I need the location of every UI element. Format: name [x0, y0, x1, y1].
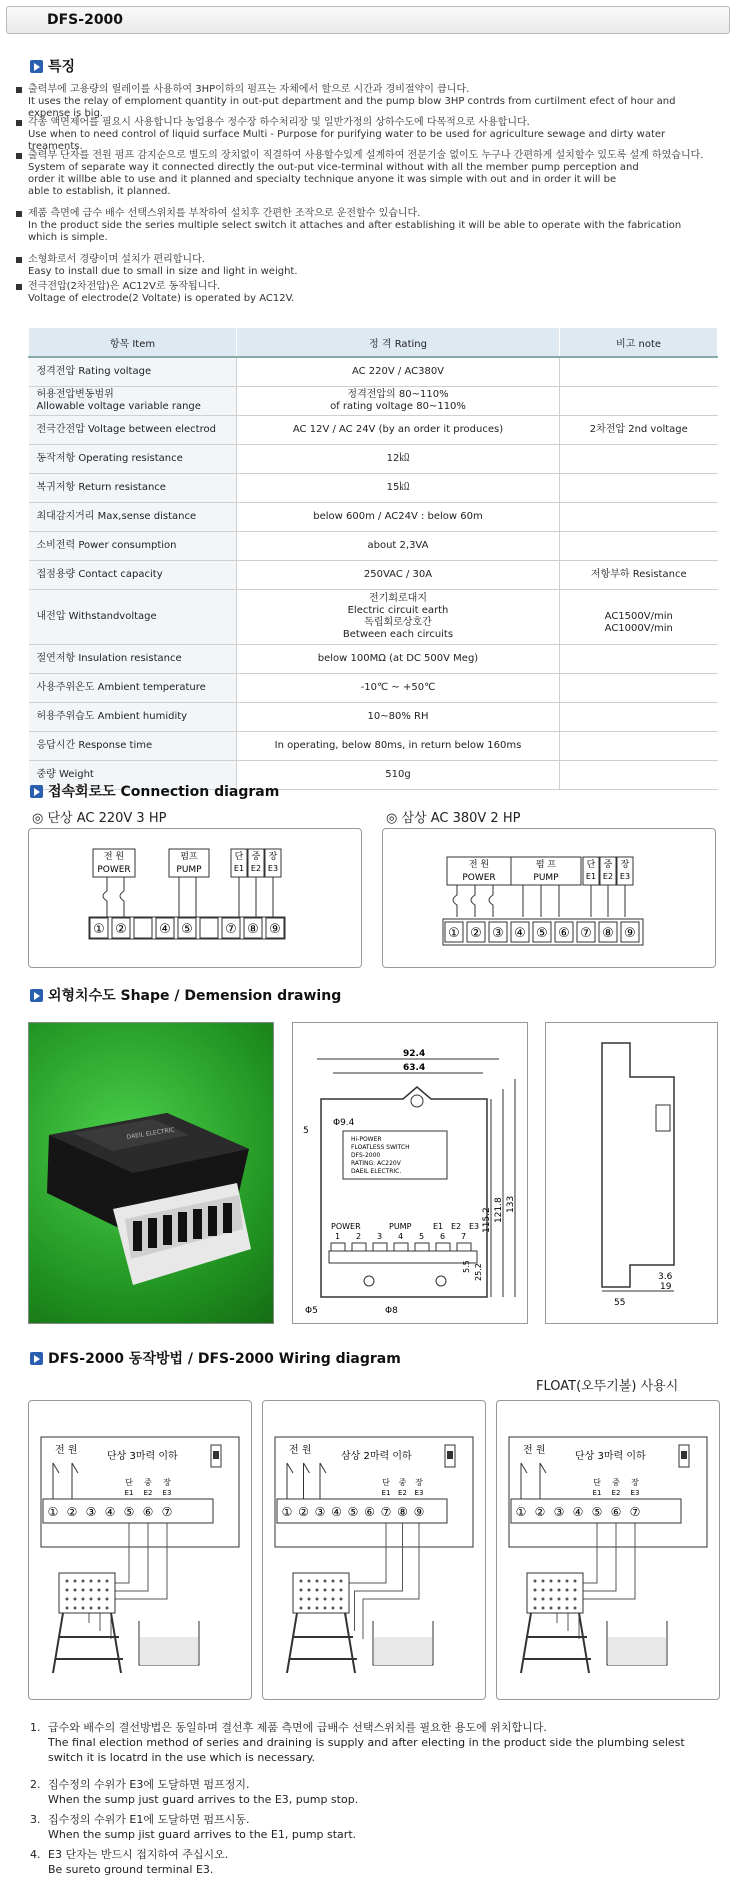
table-row [29, 474, 718, 503]
feature-line: Easy to install due to small in size and light in weight. [28, 266, 298, 277]
terminal-number: ② [298, 1505, 309, 1519]
dim-label: 19 [660, 1282, 672, 1292]
bullet-icon [30, 989, 43, 1002]
table-cell: 복귀저항 Return resistance [29, 474, 237, 503]
feature-item [28, 84, 718, 120]
terminal-number: ⑦ [629, 1505, 641, 1519]
table-row [29, 674, 718, 703]
note-en: When the sump just guard arrives to the E3, pump stop. [48, 1793, 359, 1806]
connection-diagram-three [382, 828, 716, 968]
label-line: FLOATLESS SWITCH [351, 1144, 410, 1151]
note-number: 1. [30, 1721, 41, 1734]
terminal-number: ⑦ [161, 1505, 173, 1519]
note-item [30, 1812, 730, 1842]
dim-label: Φ5 [305, 1306, 318, 1316]
square-bullet-icon [16, 120, 22, 126]
note-en: Be sureto ground terminal E3. [48, 1863, 214, 1876]
table-cell: 최대감지거리 Max,sense distance [29, 503, 237, 532]
terminal-number: ⑤ [181, 922, 193, 937]
feature-item [28, 150, 718, 198]
terminal-number: ⑧ [397, 1505, 408, 1519]
power-label: 전 원 [55, 1445, 78, 1456]
table-cell: 중량 Weight [29, 761, 237, 790]
table-cell [560, 703, 718, 732]
dim-terminal-label: E3 [469, 1222, 480, 1231]
terminal-number: ⑧ [602, 926, 614, 941]
table-cell: 사용주위온도 Ambient temperature [29, 674, 237, 703]
electrode-label: 단 [382, 1478, 390, 1487]
features-heading: 특징 [30, 56, 75, 76]
table-cell [560, 674, 718, 703]
dim-terminal-label: POWER [331, 1222, 361, 1231]
panel-title: 단상 3마력 이하 [575, 1451, 646, 1462]
terminal-number: 3 [377, 1232, 383, 1241]
shape-heading: 외형치수도 Shape / Demension drawing [30, 985, 341, 1005]
electrode-label: 중 [603, 860, 613, 870]
note-ko: 집수정의 수위가 E3에 도달하면 펌프정지. [48, 1778, 250, 1791]
dim-label: 133 [506, 1195, 516, 1213]
bullet-icon [30, 1352, 43, 1365]
terminal-number: ③ [85, 1505, 97, 1519]
terminal-screw [193, 1209, 202, 1239]
note-item [30, 1847, 730, 1877]
table-row [29, 590, 718, 645]
label-line: Hi-POWER [351, 1136, 382, 1143]
electrode-label: 중 [251, 852, 261, 862]
table-cell [560, 503, 718, 532]
feature-line: 각종 액면제어를 필요시 사용합니다 농업용수 정수장 하수처리장 및 일반가정의 상하수도에 다목적으로 사용합니다. [28, 117, 530, 128]
electrode-label: E2 [602, 872, 614, 881]
label-line: RATING: AC220V [351, 1160, 401, 1167]
note-number: 3. [30, 1813, 41, 1826]
square-bullet-icon [16, 257, 22, 263]
terminal-number: 7 [461, 1232, 467, 1241]
electrode-label: 단 [125, 1478, 133, 1487]
connection-heading: 접속회로도 Connection diagram [30, 781, 279, 801]
note-ko: 집수정의 수위가 E1에 도달하면 펌프시동. [48, 1813, 250, 1826]
power-label: 전 원 [103, 852, 125, 862]
note-number: 4. [30, 1848, 41, 1861]
terminal-number: ⑨ [413, 1505, 425, 1519]
dim-label: 92.4 [403, 1049, 426, 1059]
table-row [29, 416, 718, 445]
spec-table [28, 327, 718, 790]
terminal-screw [208, 1206, 217, 1236]
dim-label: 55 [614, 1298, 626, 1308]
terminal-screw [178, 1212, 187, 1242]
feature-item [28, 208, 718, 244]
table-row [29, 357, 718, 387]
dim-label: 115.2 [482, 1207, 492, 1233]
label-line: DAEIL ELECTRIC. [351, 1168, 402, 1175]
terminal-number: 1 [335, 1232, 341, 1241]
table-cell: In operating, below 80ms, in return below 160ms [237, 732, 560, 761]
dim-label: 63.4 [403, 1063, 426, 1073]
dimension-front-drawing [292, 1022, 528, 1324]
terminal-screw [223, 1203, 232, 1233]
electrode-label: 장 [163, 1478, 171, 1487]
electrode-label: E1 [592, 1489, 602, 1497]
table-cell: 절연저항 Insulation resistance [29, 645, 237, 674]
feature-line: 제품 측면에 급수 배수 선택스위치를 부착하여 설치후 간편한 조작으로 운전할수 있습니다. [28, 208, 421, 219]
dim-terminal-label: PUMP [389, 1222, 412, 1231]
table-cell: 2차전압 2nd voltage [560, 416, 718, 445]
terminal-number: ③ [553, 1505, 565, 1519]
terminal-number: ④ [514, 926, 526, 941]
note-number: 2. [30, 1778, 41, 1791]
feature-item [28, 117, 718, 153]
dimension-side-drawing [545, 1022, 718, 1324]
note-ko: 급수와 배수의 결선방법은 동일하며 결선후 제품 측면에 급배수 선택스위치를 필요한 용도에 위치합니다. [48, 1721, 547, 1734]
table-cell: 허용주위습도 Ambient humidity [29, 703, 237, 732]
feature-line: Voltage of electrode(2 Voltate) is operated by AC12V. [28, 293, 295, 304]
terminal-number: ⑤ [536, 926, 548, 941]
terminal-screw [133, 1221, 142, 1251]
feature-line: order it willbe able to use and it planned and specialty technique anyone it was simple with out and in order it will be [28, 174, 617, 185]
terminal-number: ⑨ [624, 926, 636, 941]
electrode-label: E1 [585, 872, 597, 881]
table-row [29, 703, 718, 732]
square-bullet-icon [16, 284, 22, 290]
electrode-label: 단 [593, 1478, 601, 1487]
electrode-label: E2 [398, 1489, 407, 1497]
table-cell: AC 220V / AC380V [237, 357, 560, 387]
table-cell: 응답시간 Response time [29, 732, 237, 761]
electrode-label: 중 [398, 1478, 407, 1487]
dim-label: Φ8 [385, 1306, 398, 1316]
wiring-panel [262, 1400, 486, 1700]
wiring-panel [496, 1400, 720, 1700]
square-bullet-icon [16, 153, 22, 159]
note-en: When the sump jist guard arrives to the E1, pump start. [48, 1828, 357, 1841]
terminal-number: ④ [159, 922, 171, 937]
table-cell: AC 12V / AC 24V (by an order it produces) [237, 416, 560, 445]
square-bullet-icon [16, 87, 22, 93]
bullet-icon [30, 785, 43, 798]
table-cell: 전극간전압 Voltage between electrod [29, 416, 237, 445]
table-cell [560, 387, 718, 416]
table-header: 정 격 Rating [237, 328, 560, 358]
dim-label: 5 [303, 1126, 309, 1136]
feature-line: 출력부 단자를 전원 펌프 감지순으로 별도의 장치없이 직결하여 사용할수있게 설계하여 전문기술 없이도 누구나 간편하게 설치할수 있도록 설계 하였습니다. [28, 150, 704, 161]
title-bar [6, 6, 730, 34]
table-cell [560, 532, 718, 561]
table-cell [560, 645, 718, 674]
dim-label: Φ9.4 [333, 1118, 355, 1128]
table-cell: 10~80% RH [237, 703, 560, 732]
feature-line: 출력부에 고용량의 릴레이를 사용하여 3HP이하의 펌프는 자체에서 할으로 시간과 경비절약이 큽니다. [28, 84, 470, 95]
table-cell: AC1500V/min AC1000V/min [560, 590, 718, 645]
power-en-label: POWER [462, 873, 496, 883]
terminal-screw [163, 1215, 172, 1245]
pump-en-label: PUMP [533, 873, 559, 883]
dim-terminal-label: E1 [433, 1222, 444, 1231]
electrode-label: E3 [162, 1489, 172, 1497]
table-cell [560, 761, 718, 790]
feature-line: 소형화로서 경량이며 설치가 편리합니다. [28, 254, 205, 265]
pump-en-label: PUMP [176, 865, 202, 875]
electrode-label: E3 [414, 1489, 424, 1497]
terminal-number: ⑤ [123, 1505, 135, 1519]
feature-line: System of separate way it connected directly the out-put vice-terminal without with all the member pump perception and [28, 162, 639, 173]
terminal-number: ④ [572, 1505, 584, 1519]
float-note: FLOAT(오뚜기볼) 사용시 [536, 1379, 679, 1394]
terminal-number: ④ [331, 1505, 342, 1519]
photo-brand-label: DAEIL ELECTRIC [126, 1126, 176, 1141]
terminal-number: ② [66, 1505, 78, 1519]
terminal-number: ③ [492, 926, 504, 941]
electrode-label: 장 [620, 860, 630, 870]
power-label: 전 원 [468, 860, 490, 870]
electrode-label: E1 [381, 1489, 391, 1497]
connection-diagram-single [28, 828, 362, 968]
note-item [30, 1777, 730, 1807]
square-bullet-icon [16, 211, 22, 217]
table-cell: below 600m / AC24V : below 60m [237, 503, 560, 532]
electrode-label: E3 [267, 864, 279, 873]
wiring-heading: DFS-2000 동작방법 / DFS-2000 Wiring diagram [30, 1348, 401, 1368]
terminal-number: ③ [314, 1505, 326, 1519]
table-header: 항목 Item [29, 328, 237, 358]
dim-terminal-label: E2 [451, 1222, 462, 1231]
electrode-label: E3 [630, 1489, 640, 1497]
table-cell: 접점용량 Contact capacity [29, 561, 237, 590]
table-row [29, 561, 718, 590]
table-cell: 250VAC / 30A [237, 561, 560, 590]
note-ko: E3 단자는 반드시 접지하여 주십시오. [48, 1848, 229, 1861]
table-cell: 내전압 Withstandvoltage [29, 590, 237, 645]
table-cell: 전기회로대지 Electric circuit earth 독립회로상호간 Between each circuits [237, 590, 560, 645]
label-line: DFS-2000 [351, 1152, 381, 1159]
terminal-number: ⑤ [591, 1505, 603, 1519]
product-photo [28, 1022, 274, 1324]
electrode-label: 장 [415, 1478, 423, 1487]
panel-title: 단상 3마력 이하 [107, 1451, 178, 1462]
table-cell: 허용전압변동범위 Allowable voltage variable range [29, 387, 237, 416]
electrode-label: 단 [586, 860, 596, 870]
terminal-number: ⑥ [558, 926, 570, 941]
terminal-number: ⑥ [610, 1505, 622, 1519]
table-cell [560, 445, 718, 474]
bullet-icon [30, 60, 43, 73]
note-en: The final election method of series and draining is supply and after electing in the product side the plumbing selest [48, 1736, 685, 1749]
electrode-label: E2 [611, 1489, 621, 1497]
table-row [29, 387, 718, 416]
terminal-number: 4 [398, 1232, 404, 1241]
note-en: switch it is locatrd in the use which is necessary. [48, 1751, 316, 1764]
table-row [29, 732, 718, 761]
terminal-number: 5 [419, 1232, 425, 1241]
dim-label: 121.8 [494, 1197, 504, 1223]
table-cell: 저항부하 Resistance [560, 561, 718, 590]
table-cell: about 2,3VA [237, 532, 560, 561]
feature-line: Use when to need control of liquid surface Multi - Purpose for purifying water to be used for agriculture sewage and dirty water treaments. [28, 129, 666, 152]
electrode-label: E1 [233, 864, 245, 873]
terminal-number: ⑦ [380, 1505, 392, 1519]
terminal-number: ① [93, 922, 105, 937]
terminal-number: ⑥ [142, 1505, 154, 1519]
feature-line: 전극전압(2차전압)은 AC12V로 동작됩니다. [28, 281, 221, 292]
terminal-number: ⑨ [269, 922, 281, 937]
electrode-label: 중 [612, 1478, 620, 1487]
feature-line: which is simple. [28, 232, 108, 243]
feature-item [28, 254, 718, 278]
terminal-number: ⑦ [580, 926, 592, 941]
terminal-number: ⑤ [347, 1505, 359, 1519]
table-cell [560, 732, 718, 761]
table-cell [560, 357, 718, 387]
table-cell: 동작저항 Operating resistance [29, 445, 237, 474]
feature-item [28, 281, 718, 305]
terminal-screw [148, 1218, 157, 1248]
dim-label: 25.2 [474, 1263, 483, 1281]
power-label: 전 원 [289, 1445, 312, 1456]
power-en-label: POWER [97, 865, 131, 875]
single-phase-title: ◎ 단상 AC 220V 3 HP [32, 811, 167, 826]
electrode-label: E2 [250, 864, 262, 873]
electrode-label: 중 [144, 1478, 152, 1487]
electrode-label: E2 [143, 1489, 153, 1497]
wiring-panel [28, 1400, 252, 1700]
terminal-number: ② [470, 926, 482, 941]
three-phase-title: ◎ 삼상 AC 380V 2 HP [386, 811, 521, 826]
terminal-number: ① [281, 1505, 293, 1519]
terminal-number: ② [115, 922, 127, 937]
terminal-number: 2 [356, 1232, 362, 1241]
table-cell [560, 474, 718, 503]
terminal-number: 6 [440, 1232, 446, 1241]
note-item [30, 1720, 730, 1765]
table-row [29, 503, 718, 532]
pump-label: 펌 프 [535, 860, 557, 870]
panel-title: 삼상 2마력 이하 [341, 1451, 412, 1462]
table-cell: 정격전압 Rating voltage [29, 357, 237, 387]
feature-line: able to establish, it planned. [28, 186, 171, 197]
table-cell: 정격전압의 80~110% of rating voltage 80~110% [237, 387, 560, 416]
feature-line: It uses the relay of emploment quantity in out-put department and the pump blow 3HP contrds from curtilment efect of hour and expense is big. [28, 96, 676, 119]
pump-label: 펌프 [180, 852, 198, 862]
table-row [29, 532, 718, 561]
table-cell: 소비전력 Power consumption [29, 532, 237, 561]
table-cell: 510g [237, 761, 560, 790]
terminal-number: ⑧ [247, 922, 259, 937]
power-label: 전 원 [523, 1445, 546, 1456]
electrode-label: E3 [619, 872, 631, 881]
table-cell: -10℃ ~ +50℃ [237, 674, 560, 703]
table-row [29, 445, 718, 474]
terminal-number: ① [448, 926, 460, 941]
terminal-number: ④ [104, 1505, 116, 1519]
table-header: 비고 note [560, 328, 718, 358]
table-row [29, 645, 718, 674]
terminal-number: ⑦ [225, 922, 237, 937]
electrode-label: 장 [268, 852, 278, 862]
dim-label: 3.6 [658, 1272, 673, 1282]
electrode-label: E1 [124, 1489, 134, 1497]
table-cell: below 100MΩ (at DC 500V Meg) [237, 645, 560, 674]
electrode-label: 단 [234, 852, 244, 862]
table-cell: 12㏀ [237, 445, 560, 474]
terminal-number: ① [47, 1505, 59, 1519]
terminal-number: ① [515, 1505, 527, 1519]
dim-label: 5.5 [462, 1260, 471, 1273]
page-title: DFS-2000 [47, 12, 124, 28]
terminal-number: ⑥ [364, 1505, 375, 1519]
electrode-label: 장 [631, 1478, 639, 1487]
table-cell: 15㏀ [237, 474, 560, 503]
feature-line: In the product side the series multiple select switch it attaches and after establishing it will be able to operate with the fabrication [28, 220, 682, 231]
terminal-number: ② [534, 1505, 546, 1519]
